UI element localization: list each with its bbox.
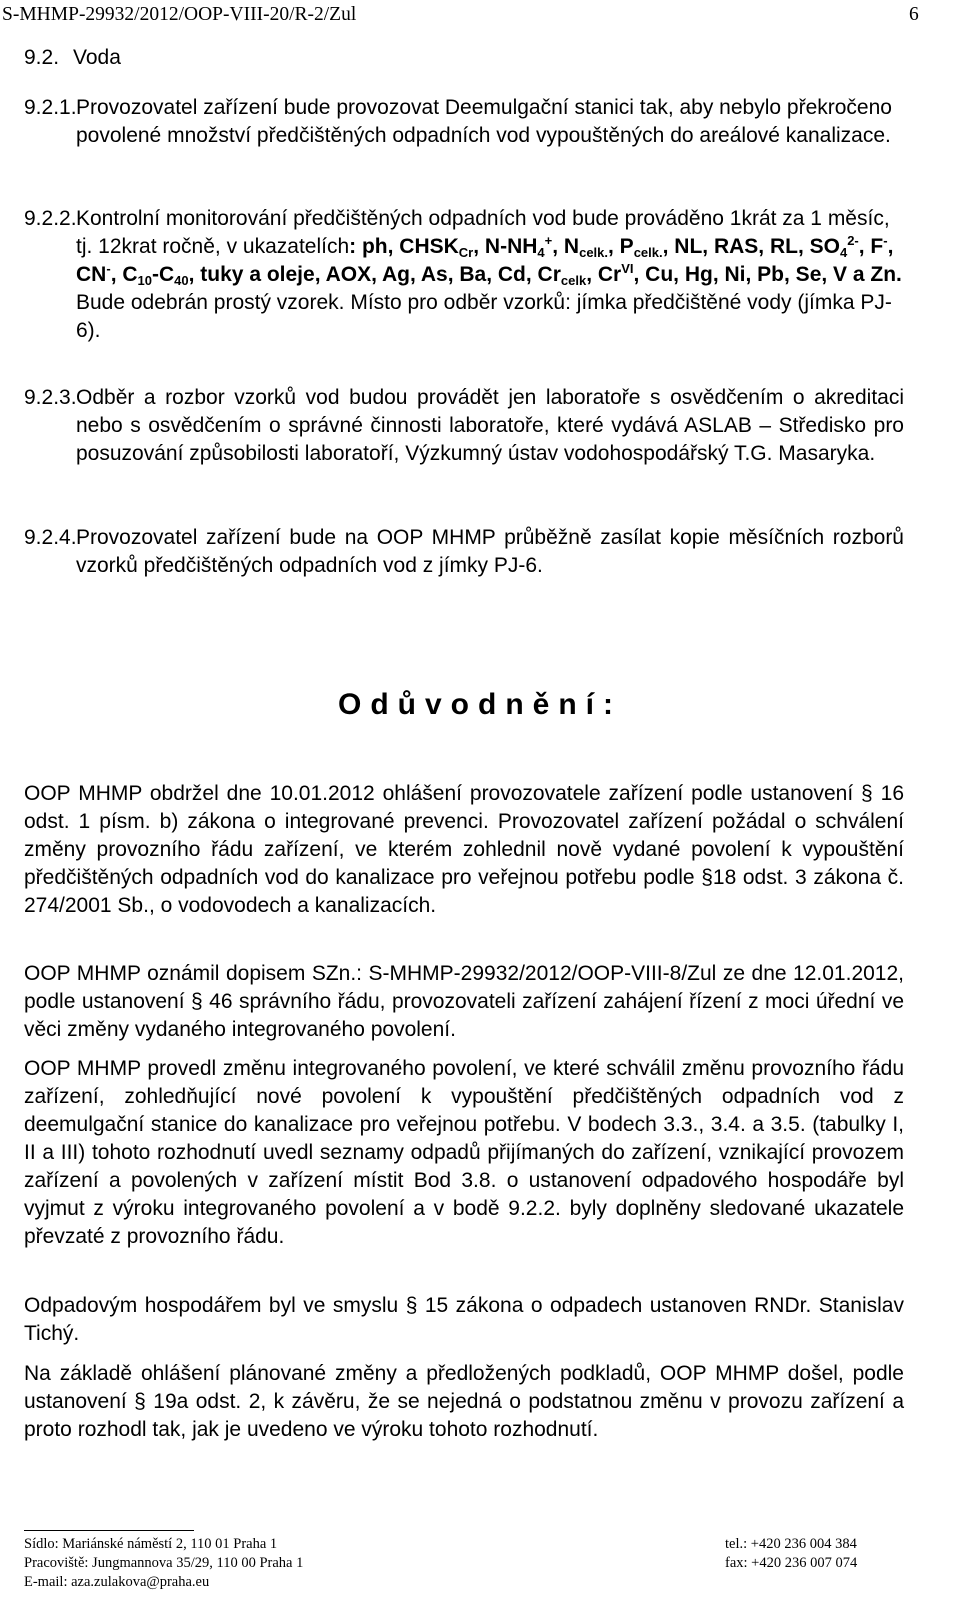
footer-seat: Sídlo: Mariánské náměstí 2, 110 01 Praha 1 xyxy=(24,1536,278,1552)
item-text: Kontrolní monitorování předčištěných odpadních vod bude prováděno 1krát za 1 měsíc, tj. 12krat ročně, v ukazatelích: ph, $CHSK_{Cr}$, $N-NH_4^+$, $N_{celk.}$, $P_{celk.}$, NL, RAS, RL, $SO_4^{2-}$, F-, CN-, $C_{10}-C_{40}$, tuky a oleje, AOX, Ag, As, Ba, Cd, $Cr_{celk}$, $Cr^{VI}$, Cu, Hg, Ni, Pb, Se, V a Zn. Bude odebrán prostý vzorek. Místo pro odběr vzorků: jímka předčištěné vody (jímka PJ-6). xyxy=(76,207,902,342)
footer-divider xyxy=(24,1530,194,1531)
section-heading xyxy=(24,46,121,70)
item-text: Provozovatel zařízení bude na OOP MHMP průběžně zasílat kopie měsíčních rozborů vzorků předčištěných odpadních vod z jímky PJ-6. xyxy=(76,526,904,577)
footer-email[interactable]: E-mail: aza.zulakova@praha.eu xyxy=(24,1574,210,1590)
reasoning-paragraph: OOP MHMP provedl změnu integrovaného povolení, ve které schválil změnu provozního řádu zařízení, zohledňující nové povolení k vypouštění předčištěných odpadních vod z deemulgační stanice do kanalizace pro veřejnou potřebu. V bodech 3.3., 3.4. a 3.5. (tabulky I, II a III) tohoto rozhodnutí uvedl seznamy odpadů přijímaných do zařízení, vznikající provozem zařízení a povolených v zařízení místit Bod 3.8. o ustanovení odpadového hospodáře byl vyjmut z výroku integrovaného povolení a v bodě 9.2.2. byly doplněny sledované ukazatele převzaté z provozního řádu. xyxy=(24,1057,904,1248)
item-text: Odběr a rozbor vzorků vod budou provádět jen laboratoře s osvědčením o akreditaci nebo s osvědčením o správné činnosti laboratoře, které vydává ASLAB – Středisko pro posuzování způsobilosti laboratoří, Výzkumný ústav vodohospodářský T.G. Masaryka. xyxy=(76,386,904,465)
reasoning-paragraph: OOP MHMP oznámil dopisem SZn.: S-MHMP-29932/2012/OOP-VIII-8/Zul ze dne 12.01.2012, podle ustanovení § 46 správního řádu, provozovateli zařízení zahájení řízení z moci úřední ve věci změny vydaného integrovaného povolení. xyxy=(24,962,904,1041)
item-text: Provozovatel zařízení bude provozovat Deemulgační stanici tak, aby nebylo překročeno povolené množství předčištěných odpadních vod vypouštěných do areálové kanalizace. xyxy=(76,96,892,147)
reasoning-paragraph: OOP MHMP obdržel dne 10.01.2012 ohlášení provozovatele zařízení podle ustanovení § 16 odst. 1 písm. b) zákona o integrované prevenci. Provozovatel zařízení požádal o schválení změny provozního řádu zařízení, ve kterém zohlednil nově vydané povolení k vypouštění předčištěných odpadních vod do kanalizace pro veřejnou potřebu podle §18 odst. 3 zákona č. 274/2001 Sb., o vodovodech a kanalizacích. xyxy=(24,782,904,917)
footer-address-block xyxy=(24,1535,464,1592)
page-number: 6 xyxy=(909,4,919,25)
item-number: 9.2.2. xyxy=(24,207,77,230)
item-9-2-4 xyxy=(24,524,904,580)
footer-fax: fax: +420 236 007 074 xyxy=(725,1555,858,1571)
section-number: 9.2. xyxy=(24,46,60,69)
item-9-2-1 xyxy=(24,94,904,150)
item-number: 9.2.1. xyxy=(24,96,77,119)
footer-contact-block xyxy=(725,1535,925,1573)
document-reference: S-MHMP-29932/2012/OOP-VIII-20/R-2/Zul xyxy=(2,4,357,25)
reasoning-title: Odůvodnění: xyxy=(338,688,622,721)
footer-tel: tel.: +420 236 004 384 xyxy=(725,1536,857,1552)
item-9-2-3 xyxy=(24,384,904,468)
item-number: 9.2.4. xyxy=(24,526,77,549)
section-title: Voda xyxy=(73,46,121,69)
reasoning-paragraph: Odpadovým hospodářem byl ve smyslu § 15 zákona o odpadech ustanoven RNDr. Stanislav Tichý. xyxy=(24,1294,904,1345)
reasoning-paragraph: Na základě ohlášení plánované změny a předložených podkladů, OOP MHMP došel, podle ustanovení § 19a odst. 2, k závěru, že se nejedná o podstatnou změnu v provozu zařízení a proto rozhodl tak, jak je uvedeno ve výroku tohoto rozhodnutí. xyxy=(24,1362,904,1441)
footer-workplace: Pracoviště: Jungmannova 35/29, 110 00 Praha 1 xyxy=(24,1555,304,1571)
item-9-2-2 xyxy=(24,205,904,345)
item-number: 9.2.3. xyxy=(24,386,77,409)
